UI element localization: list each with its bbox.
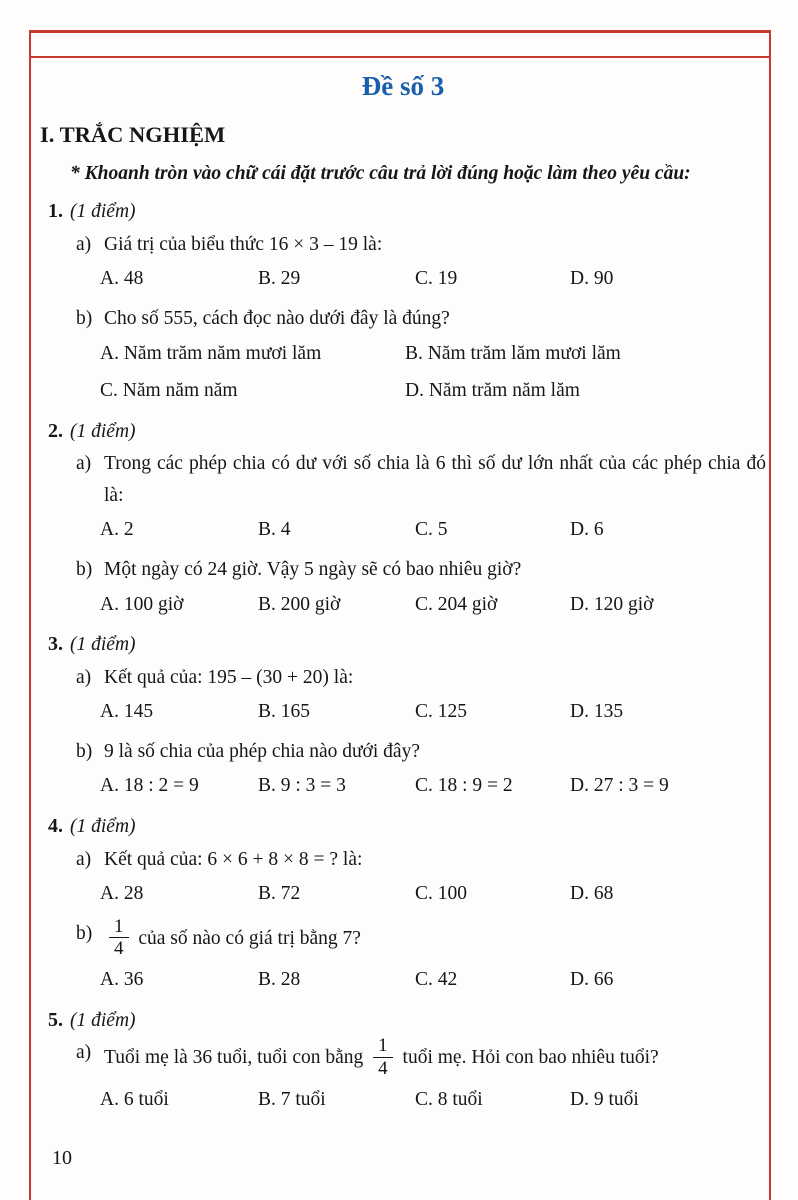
answer-option: B. 4 [258,519,291,541]
page-number: 10 [52,1146,72,1169]
options-row [100,696,766,728]
question [40,415,766,620]
answer-option: B. 72 [258,883,301,905]
part-text: Một ngày có 24 giờ. Vậy 5 ngày sẽ có bao nhiêu giờ? [104,559,522,580]
options-row [100,263,766,295]
answer-option: A. 100 giờ [100,593,184,615]
answer-option: B. 28 [258,969,301,991]
answer-option: C. 125 [415,701,468,723]
question-number: 2. [48,419,63,442]
answer-option: A. 18 : 2 = 9 [100,775,199,797]
options-row [100,964,766,996]
answer-option: D. 66 [570,969,614,991]
fraction-denominator: 4 [109,937,129,959]
fraction-numerator: 1 [114,915,124,937]
fraction [373,1035,393,1079]
answer-option: D. 90 [570,268,614,290]
answer-option: D. Năm trăm năm lăm [405,380,580,402]
question [40,1004,766,1116]
answer-option: C. 18 : 9 = 2 [415,775,513,797]
answer-option: C. 5 [415,519,448,541]
options-row [100,1084,766,1116]
page-border-right [769,30,771,1200]
answer-option: B. 200 giờ [258,593,341,615]
part-label: b) [76,307,93,329]
part-text: Trong các phép chia có dư với số chia là 6 thì số dư lớn nhất của các phép chia đó là: [104,453,766,506]
question-points: (1 điểm) [70,816,136,838]
fraction-denominator: 4 [373,1057,393,1079]
answer-option: B. 7 tuổi [258,1089,326,1110]
options-row [100,589,766,621]
part-text: Giá trị của biểu thức 16 × 3 – 19 là: [104,233,383,255]
page-content [40,70,766,1124]
answer-option: C. Năm năm năm [100,380,238,402]
answer-option: A. 2 [100,519,134,541]
question-header [48,1004,766,1037]
question-header [48,810,766,843]
answer-option: D. 120 giờ [570,593,654,615]
answer-option: C. 204 giờ [415,593,498,615]
part-text: $\frac{1}{4}$ của số nào có giá trị bằng 7? [104,918,766,962]
answer-option: B. Năm trăm lăm mươi lăm [405,342,621,364]
question-header [48,628,766,661]
question-part [76,229,766,261]
answer-option: A. Năm trăm năm mươi lăm [100,342,322,364]
answer-option: D. 6 [570,519,604,541]
question [40,628,766,802]
question-part [76,448,766,511]
question-header [48,195,766,228]
questions-container [40,195,766,1115]
part-label: a) [76,1042,92,1064]
question-header [48,415,766,448]
question [40,810,766,996]
question [40,195,766,406]
question-part [76,1037,766,1081]
options-row [100,878,766,910]
answer-option: D. 9 tuổi [570,1089,639,1110]
answer-option: C. 8 tuổi [415,1089,483,1110]
page-border-top-inner [29,56,771,58]
answer-option: B. 165 [258,701,311,723]
part-text: Cho số 555, cách đọc nào dưới đây là đúng? [104,307,450,329]
question-part [76,554,766,586]
part-text: Kết quả của: 6 × 6 + 8 × 8 = ? là: [104,848,363,870]
question-part [76,662,766,694]
part-text: Kết quả của: 195 – (30 + 20) là: [104,666,354,688]
answer-option: A. 28 [100,883,144,905]
part-label: a) [76,848,92,870]
page-title: Đề số 3 [361,71,445,101]
question-number: 1. [48,200,63,223]
question-points: (1 điểm) [70,1009,136,1031]
options-row [100,770,766,802]
part-label: a) [76,666,92,688]
part-text: Tuổi mẹ là 36 tuổi, tuổi con bằng $\frac{1}{4}$ tuổi mẹ. Hỏi con bao nhiêu tuổi? [104,1035,659,1079]
question-points: (1 điểm) [70,420,136,442]
section-heading: I. TRẮC NGHIỆM [40,122,226,148]
part-label: b) [76,740,93,762]
options-row [100,514,766,546]
answer-option: A. 36 [100,969,144,991]
question-part [76,303,766,335]
answer-option: B. 9 : 3 = 3 [258,775,346,797]
question-points: (1 điểm) [70,201,136,223]
answer-option: A. 6 tuổi [100,1089,169,1110]
question-part [76,844,766,876]
part-label: a) [76,233,92,255]
question-number: 3. [48,633,63,656]
answer-option: D. 68 [570,883,614,905]
question-number: 5. [48,1008,63,1031]
instruction-text: * Khoanh tròn vào chữ cái đặt trước câu trả lời đúng hoặc làm theo yêu cầu: [70,162,691,184]
answer-option: C. 19 [415,268,458,290]
question-part [76,915,766,962]
part-label: a) [76,453,92,475]
answer-option: D. 135 [570,701,624,723]
fraction-numerator: 1 [378,1035,388,1057]
part-label: b) [76,922,93,944]
answer-option: C. 42 [415,969,458,991]
question-points: (1 điểm) [70,634,136,656]
part-text: 9 là số chia của phép chia nào dưới đây? [104,740,420,762]
answer-option: B. 29 [258,268,301,290]
page-border-top-outer [29,30,771,33]
answer-option: D. 27 : 3 = 9 [570,775,669,797]
part-label: b) [76,559,93,580]
fraction [109,916,129,960]
question-number: 4. [48,815,63,838]
answer-option: C. 100 [415,883,468,905]
question-part [76,736,766,768]
options-row [100,338,766,407]
page-border-left [29,30,31,1200]
answer-option: A. 48 [100,268,144,290]
answer-option: A. 145 [100,701,154,723]
